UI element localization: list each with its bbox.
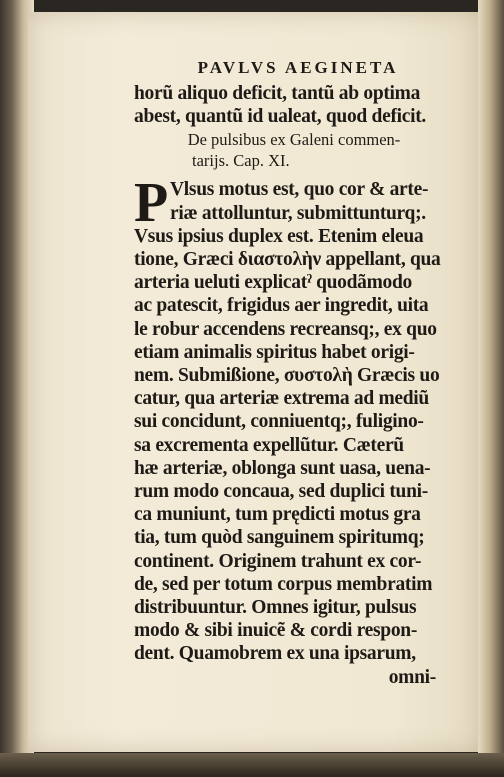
chapter-heading: tarijs. Cap. XI. (192, 151, 290, 171)
book-edge-right (478, 0, 504, 777)
text-line: de, sed per totum corpus membratim (134, 573, 433, 595)
page-text (134, 58, 454, 689)
text-line: dent. Quamobrem ex una ipsarum, (134, 643, 416, 665)
text-line: hæ arteriæ, oblonga sunt uasa, uena- (134, 457, 431, 479)
book-bottom-shadow (0, 753, 504, 777)
chapter-body (134, 172, 454, 688)
text-line: etiam animalis spiritus habet origi- (134, 341, 415, 363)
text-line: tione, Græci διαστολὴν appellant, qua (134, 249, 441, 271)
text-line: horũ aliquo deficit, tantũ ab optima (134, 83, 421, 104)
text-line: nem. Submißione, συστολὴ Græcis uo (134, 365, 440, 387)
chapter-heading: De pulsibus ex Galeni commen- (187, 130, 401, 150)
text-line: tia, tum quòd sanguinem spiritumq; (134, 527, 425, 549)
running-head: PAVLVS AEGINETA (197, 58, 399, 77)
text-line: ac patescit, frigidus aer ingredit, uita (134, 295, 429, 317)
text-line: sa excrementa expellũtur. Cæterũ (134, 434, 404, 456)
drop-cap: P (134, 172, 169, 235)
text-line: arteria ueluti explicatˀ quodãmodo (134, 272, 412, 294)
text-line: le robur accendens recreansq;, ex quo (134, 318, 437, 340)
text-line: rum modo concaua, sed duplici tuni- (134, 481, 428, 503)
text-line: Vsus ipsius duplex est. Etenim eleua (134, 225, 424, 247)
text-line: distribuuntur. Omnes igitur, pulsus (134, 597, 417, 619)
text-line: catur, qua arteriæ extrema ad mediũ (134, 388, 429, 410)
text-line: ca muniunt, tum prędicti motus gra (134, 504, 421, 526)
text-line: continent. Originem trahunt ex cor- (134, 550, 422, 572)
catchword: omni- (388, 666, 436, 688)
text-line: modo & sibi inuicẽ & cordi respon- (134, 620, 418, 642)
text-line: Vlsus motus est, quo cor & arte- (170, 179, 429, 201)
text-line: abest, quantũ id ualeat, quod deficit. (134, 106, 426, 128)
text-line: riæ attolluntur, submittunturq;. (170, 202, 426, 224)
text-line: sui concidunt, conniuentq;, fuligino- (134, 411, 424, 433)
